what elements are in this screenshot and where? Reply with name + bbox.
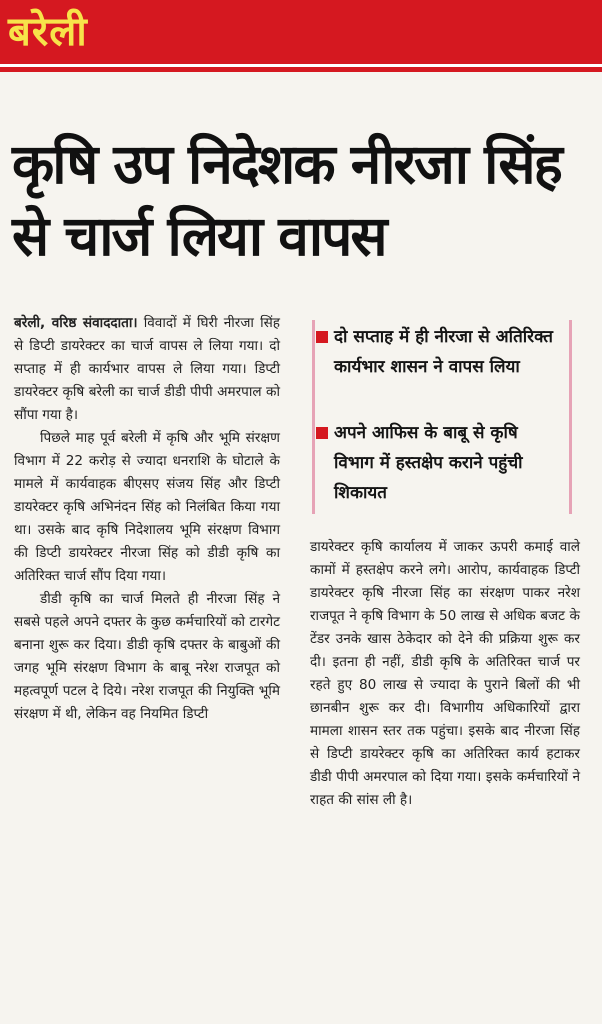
banner-divider	[0, 64, 602, 67]
byline: बरेली, वरिष्ठ संवाददाता।	[14, 315, 138, 331]
highlight-border-right	[569, 320, 572, 514]
left-para-3: डीडी कृषि का चार्ज मिलते ही नीरजा सिंह ने सबसे पहले अपने दफ्तर के कुछ कर्मचारियों को टारगेट बनाना शुरू कर दिया। डीडी कृषि दफ्तर के बाबुओं की जगह भूमि संरक्षण विभाग के बाबू नरेश राजपूत को महत्वपूर्ण पटल दे दिये। नरेश राजपूत की नियुक्ति भूमि संरक्षण में थी, लेकिन वह नियमित डिप्टी	[14, 591, 280, 722]
section-label: बरेली	[8, 9, 88, 55]
lead-paragraph	[14, 312, 280, 427]
highlight-text-1: दो सप्ताह में ही नीरजा से अतिरिक्त कार्यभार शासन ने वापस लिया	[334, 327, 553, 377]
left-para-2: पिछले माह पूर्व बरेली में कृषि और भूमि संरक्षण विभाग में 22 करोड़ से ज्यादा धनराशि के घोटाले के मामले में कार्यवाहक बीएसए संजय सिंह और डिप्टी डायरेक्टर कृषि अभिनंदन सिंह को निलंबित किया गया था। उसके बाद कृषि निदेशालय भूमि संरक्षण विभाग की डिप्टी डायरेक्टर नीरजा सिंह को डीडी कृषि का अतिरिक्त चार्ज सौंप दिया गया।	[14, 430, 280, 584]
left-para-1: विवादों में घिरी नीरजा सिंह से डिप्टी डायरेक्टर का चार्ज वापस ले लिया गया। दो सप्ताह में ही कार्यभार वापस ले लिया गया। डिप्टी डायरेक्टर कृषि बरेली का चार्ज डीडी पीपी अमरपाल को सौंपा गया है।	[14, 315, 280, 423]
highlight-box	[312, 318, 572, 518]
highlight-item	[334, 418, 560, 508]
bullet-square-icon	[316, 427, 328, 439]
highlight-item	[334, 322, 560, 382]
left-column	[14, 312, 280, 726]
bullet-square-icon	[316, 331, 328, 343]
headline: कृषि उप निदेशक नीरजा सिंह से चार्ज लिया वापस	[12, 132, 561, 268]
highlight-text-2: अपने आफिस के बाबू से कृषि विभाग में हस्तक्षेप कराने पहुंची शिकायत	[334, 423, 523, 503]
highlight-border-left	[312, 320, 315, 514]
section-banner	[0, 0, 602, 72]
right-column	[310, 536, 580, 812]
right-para-1: डायरेक्टर कृषि कार्यालय में जाकर ऊपरी कमाई वाले कामों में हस्तक्षेप करने लगे। आरोप, कार्यवाहक डिप्टी डायरेक्टर कृषि नीरजा सिंह का संरक्षण पाकर नरेश राजपूत ने कृषि विभाग के 50 लाख से अधिक बजट के टेंडर उनके खास ठेकेदार को देने की प्रक्रिया शुरू कर दी। इतना ही नहीं, डीडी कृषि के अतिरिक्त चार्ज पर रहते हुए 80 लाख से ज्यादा के पुराने बिलों की भी छानबीन शुरू कर दी। विभागीय अधिकारियों द्वारा मामला शासन स्तर तक पहुंचा। इसके बाद नीरजा सिंह से डिप्टी डायरेक्टर कृषि का अतिरिक्त कार्य हटाकर डीडी पीपी अमरपाल को दिया गया। इसके कर्मचारियों ने राहत की सांस ली है।	[310, 539, 580, 808]
